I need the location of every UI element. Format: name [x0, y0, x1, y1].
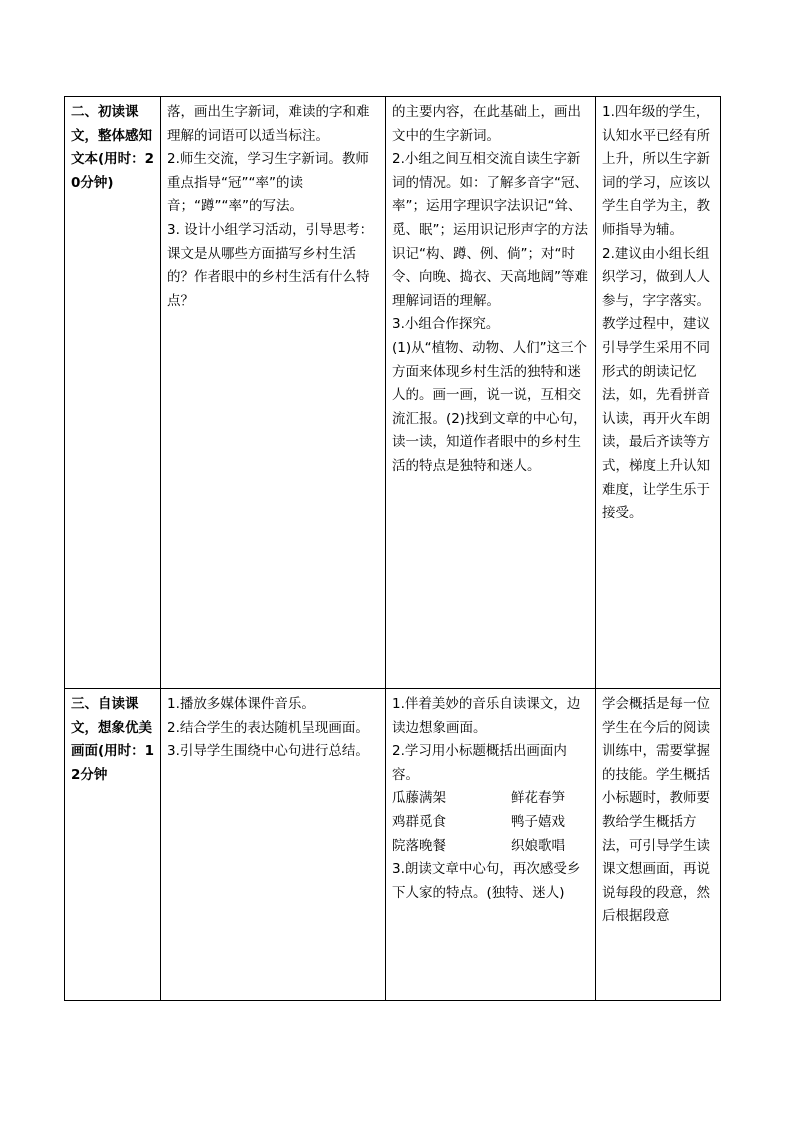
teacher-activity-cell: [161, 97, 386, 689]
teacher-activity-item: 1.播放多媒体课件音乐。: [167, 696, 315, 712]
table-row: [65, 97, 721, 689]
student-activity-item: 2.小组之间互相交流自读生字新词的情况。如：了解多音字“冠、率”；运用字理识字法识记“耸、觅、眠”；运用识记形声字的方法识记“构、蹲、例、倘”；对“时令、向晚、捣衣、天高地阔”等难理解词语的理解。: [392, 151, 588, 309]
teacher-activity-item: 3.引导学生围绕中心句进行总结。: [167, 743, 369, 760]
subheading-pair: [392, 811, 591, 835]
student-activity-cell: [386, 689, 596, 1001]
table-row: [65, 689, 721, 1001]
stage-cell: 三、自读课文，想象优美画面(用时：12分钟: [65, 689, 161, 1001]
student-activity-cell: [386, 97, 596, 689]
teacher-activity-cell: [161, 689, 386, 1001]
teacher-activity-item: 3. 设计小组学习活动，引导思考：课文是从哪些方面描写乡村生活的？作者眼中的乡村生活有什么特点？: [167, 221, 374, 309]
subheading: 织娘歌唱: [511, 837, 565, 854]
subheading: 鲜花春笋: [511, 790, 565, 807]
subheading: 鸭子嬉戏: [511, 813, 565, 830]
subheading: 院落晚餐: [392, 837, 446, 854]
teacher-activity-item: 2.结合学生的表达随机呈现画面。: [167, 719, 369, 736]
design-intent-item: 学会概括是每一位学生在今后的阅读训练中，需要掌握的技能。学生概括小标题时，教师要教给学生概括方法，可引导学生读课文想画面，再说说每段的段意，然后根据段意: [602, 696, 710, 925]
subheading-pair: [392, 835, 591, 859]
design-intent-item: 2.建议由小组长组织学习，做到人人参与，字字落实。教学过程中，建议引导学生采用不同形式的朗读记忆法，如，先看拼音认读，再开火车朗读，最后齐读等方式，梯度上升认知难度，让学生乐于接受。: [602, 245, 710, 522]
student-activity-item: 2.学习用小标题概括出画面内容。: [392, 743, 567, 783]
student-activity-item: 3.朗读文章中心句，再次感受乡下人家的特点。(独特、迷人): [392, 861, 581, 901]
lesson-plan-table: [64, 96, 721, 1001]
design-intent-item: 1.四年级的学生，认知水平已经有所上升，所以生字新词的学习，应该以学生自学为主，教师指导为辅。: [602, 104, 710, 238]
teacher-activity-item: 2.师生交流，学习生字新词。教师重点指导“冠”“率”的读音；“蹲”“率”的写法。: [167, 151, 369, 215]
design-intent-cell: [596, 689, 721, 1001]
student-activity-item: (1)从“植物、动物、人们”这三个方面来体现乡村生活的独特和迷人的。画一画，说一说，互相交流汇报。(2)找到文章的中心句，读一读，知道作者眼中的乡村生活的特点是独特和迷人。: [392, 339, 588, 474]
student-activity-item: 1.伴着美妙的音乐自读课文，边读边想象画面。: [392, 696, 581, 736]
student-activity-item: 的主要内容，在此基础上，画出文中的生字新词。: [392, 104, 581, 144]
stage-cell: 二、初读课文，整体感知文本(用时：20分钟): [65, 97, 161, 689]
design-intent-cell: [596, 97, 721, 689]
subheading: 鸡群觅食: [392, 813, 446, 830]
teacher-activity-item: 落，画出生字新词，难读的字和难理解的词语可以适当标注。: [167, 104, 370, 144]
subheading: 瓜藤满架: [392, 790, 446, 807]
subheading-pair: [392, 787, 591, 811]
student-activity-item: 3.小组合作探究。: [392, 316, 500, 333]
